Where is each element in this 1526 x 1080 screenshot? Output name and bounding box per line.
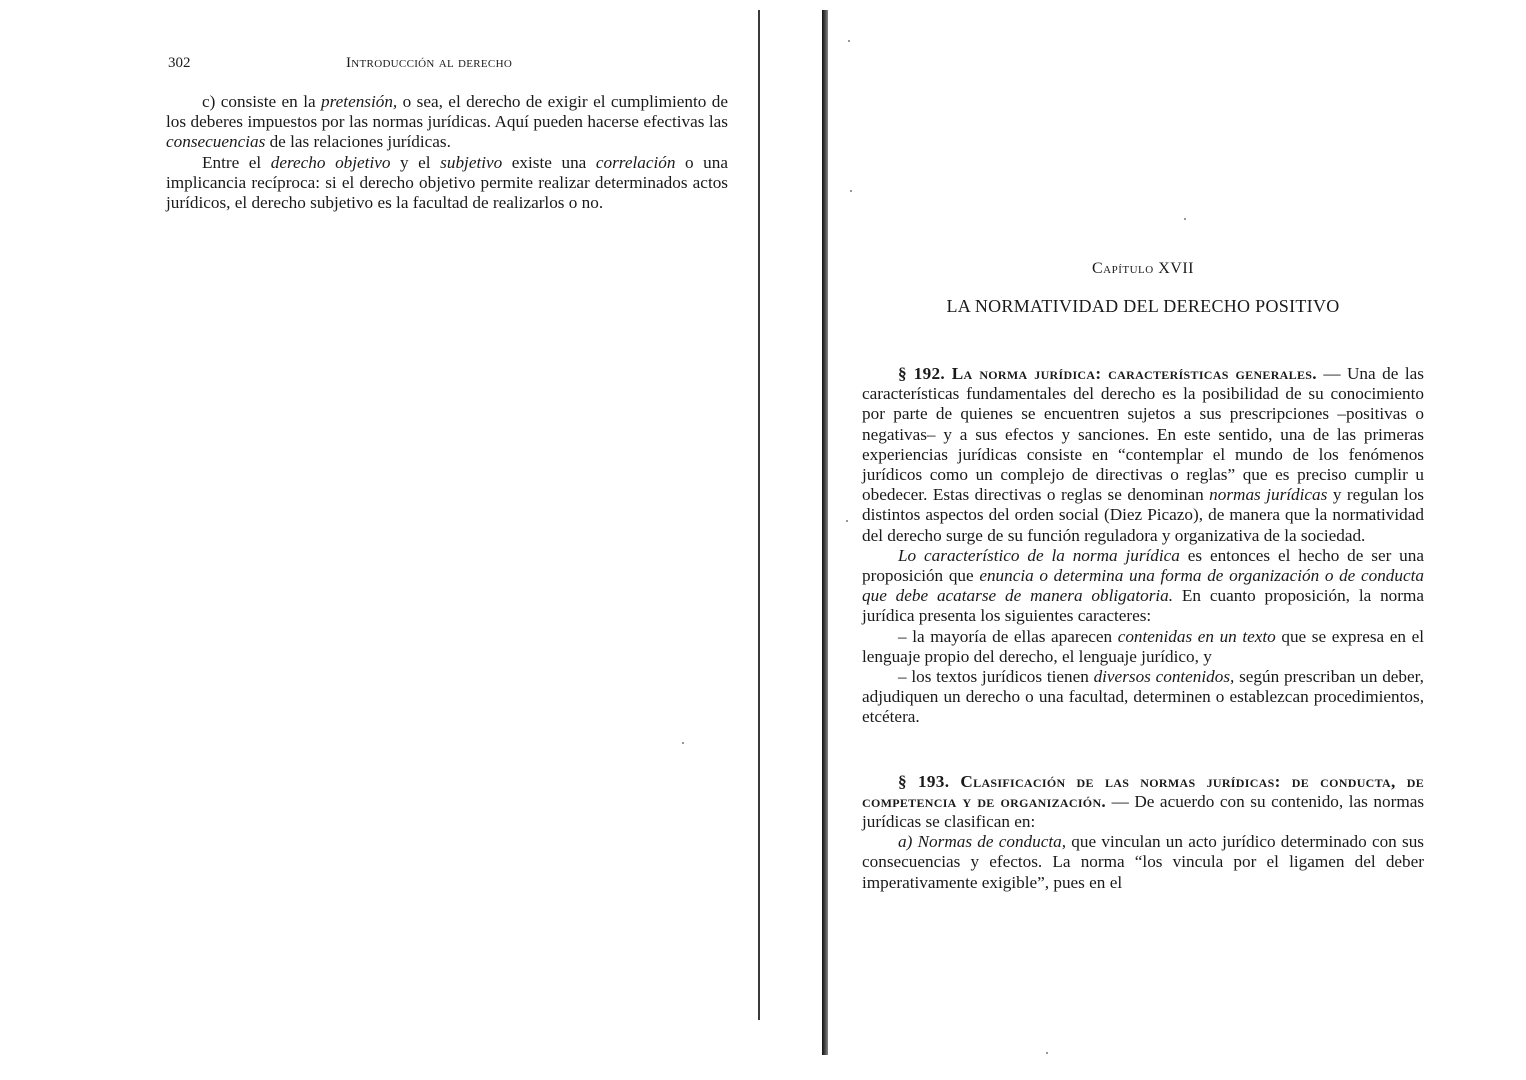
italic-term: correlación <box>595 152 676 172</box>
text-run: o sea, el derecho de exigir el cumplimiento de los deberes impuestos por las normas jurídicas. Aquí pueden hacerse efectivas las <box>166 92 728 132</box>
italic-term: pretensión, <box>321 92 398 111</box>
paragraph-pretension <box>166 92 728 153</box>
text-run: y regulan los distintos aspectos del orden social (Diez Picazo), de manera que la normatividad del derecho surge de su función reguladora y organizativa de la sociedad. <box>862 485 1424 545</box>
chapter-number: XVII <box>1158 260 1194 277</box>
section-heading: § 192. La norma jurídica: características generales. <box>898 364 1317 383</box>
italic-term: subjetivo <box>440 152 503 172</box>
list-item <box>862 627 1424 667</box>
right-text-block <box>862 364 1424 893</box>
chapter-label <box>760 260 1526 278</box>
italic-term: derecho objetivo <box>270 152 391 172</box>
text-run: existe una <box>502 152 596 172</box>
italic-term: consecuencias <box>166 132 266 152</box>
text-run: según prescriban un deber, adjudiquen un derecho o una facultad, determinen o establezcan procedimientos, etcétera. <box>862 667 1424 727</box>
section-192 <box>862 364 1424 546</box>
section-heading: § 193. Clasificación de las normas jurídicas: de conducta, de competencia y de organización. <box>862 771 1424 811</box>
left-page <box>0 0 760 1080</box>
italic-term: enuncia o determina una forma de organización o de conducta que debe acatarse de manera obligatoria. <box>862 566 1424 606</box>
running-title: Introducción al derecho <box>346 55 513 71</box>
text-run: — De acuerdo con su contenido, las normas jurídicas se clasifican en: <box>862 791 1425 832</box>
italic-term: diversos contenidos, <box>1093 667 1235 687</box>
text-run: c) consiste en la <box>202 92 322 111</box>
paragraph-correlacion <box>166 153 728 214</box>
section-spacer <box>862 728 1424 772</box>
italic-term: contenidas en un texto <box>1117 626 1276 646</box>
text-run: que vinculan un acto jurídico determinado con sus consecuencias y efectos. La norma “los vincula por el ligamen del deber imperativamente exigible”, pues en el <box>862 832 1424 892</box>
text-run: En cuanto proposición, la norma jurídica presenta los siguientes caracteres: <box>862 586 1424 626</box>
running-head <box>168 55 728 75</box>
text-run: que se expresa en el lenguaje propio del derecho, el lenguaje jurídico, y <box>862 626 1425 666</box>
page-number: 302 <box>168 55 191 71</box>
text-run: – la mayoría de ellas aparecen <box>898 626 1118 646</box>
list-item <box>862 667 1424 728</box>
text-run: o una implicancia recíproca: si el derecho objetivo permite realizar determinados actos jurídicos, el derecho subjetivo es la facultad de realizarlos o no. <box>166 152 728 213</box>
text-run: Entre el <box>202 152 271 172</box>
text-run: — Una de las características fundamentales del derecho es la posibilidad de su conocimiento por parte de quienes se encuentren sujetos a sus prescripciones –positivas o negativas– y a sus efectos y sanciones. En este sentido, una de las primeras experiencias jurídicas consiste en “contemplar el mundo de los fenómenos jurídicos como un complejo de directivas o reglas” que es preciso cumplir u obedecer. Estas directivas o reglas se denominan <box>862 364 1424 505</box>
scan-speck <box>682 742 684 744</box>
text-run: a) <box>898 832 918 852</box>
section-193 <box>862 772 1424 833</box>
italic-term: normas jurídicas <box>1209 485 1328 505</box>
left-text-block <box>166 92 728 213</box>
chapter-word: Capítulo <box>1092 260 1154 277</box>
right-page <box>760 0 1526 1080</box>
paragraph-caracteristico <box>862 546 1424 627</box>
paragraph-normas-de-conducta <box>862 832 1424 893</box>
text-run: y el <box>390 152 441 172</box>
chapter-title: LA NORMATIVIDAD DEL DERECHO POSITIVO <box>946 296 1340 316</box>
italic-term: Normas de conducta, <box>917 832 1067 852</box>
italic-term: Lo característico de la norma jurídica <box>898 545 1180 565</box>
text-run: es entonces el hecho de ser una proposición que <box>862 545 1424 586</box>
text-run: de las relaciones jurídicas. <box>265 132 451 152</box>
text-run: – los textos jurídicos tienen <box>898 667 1094 687</box>
